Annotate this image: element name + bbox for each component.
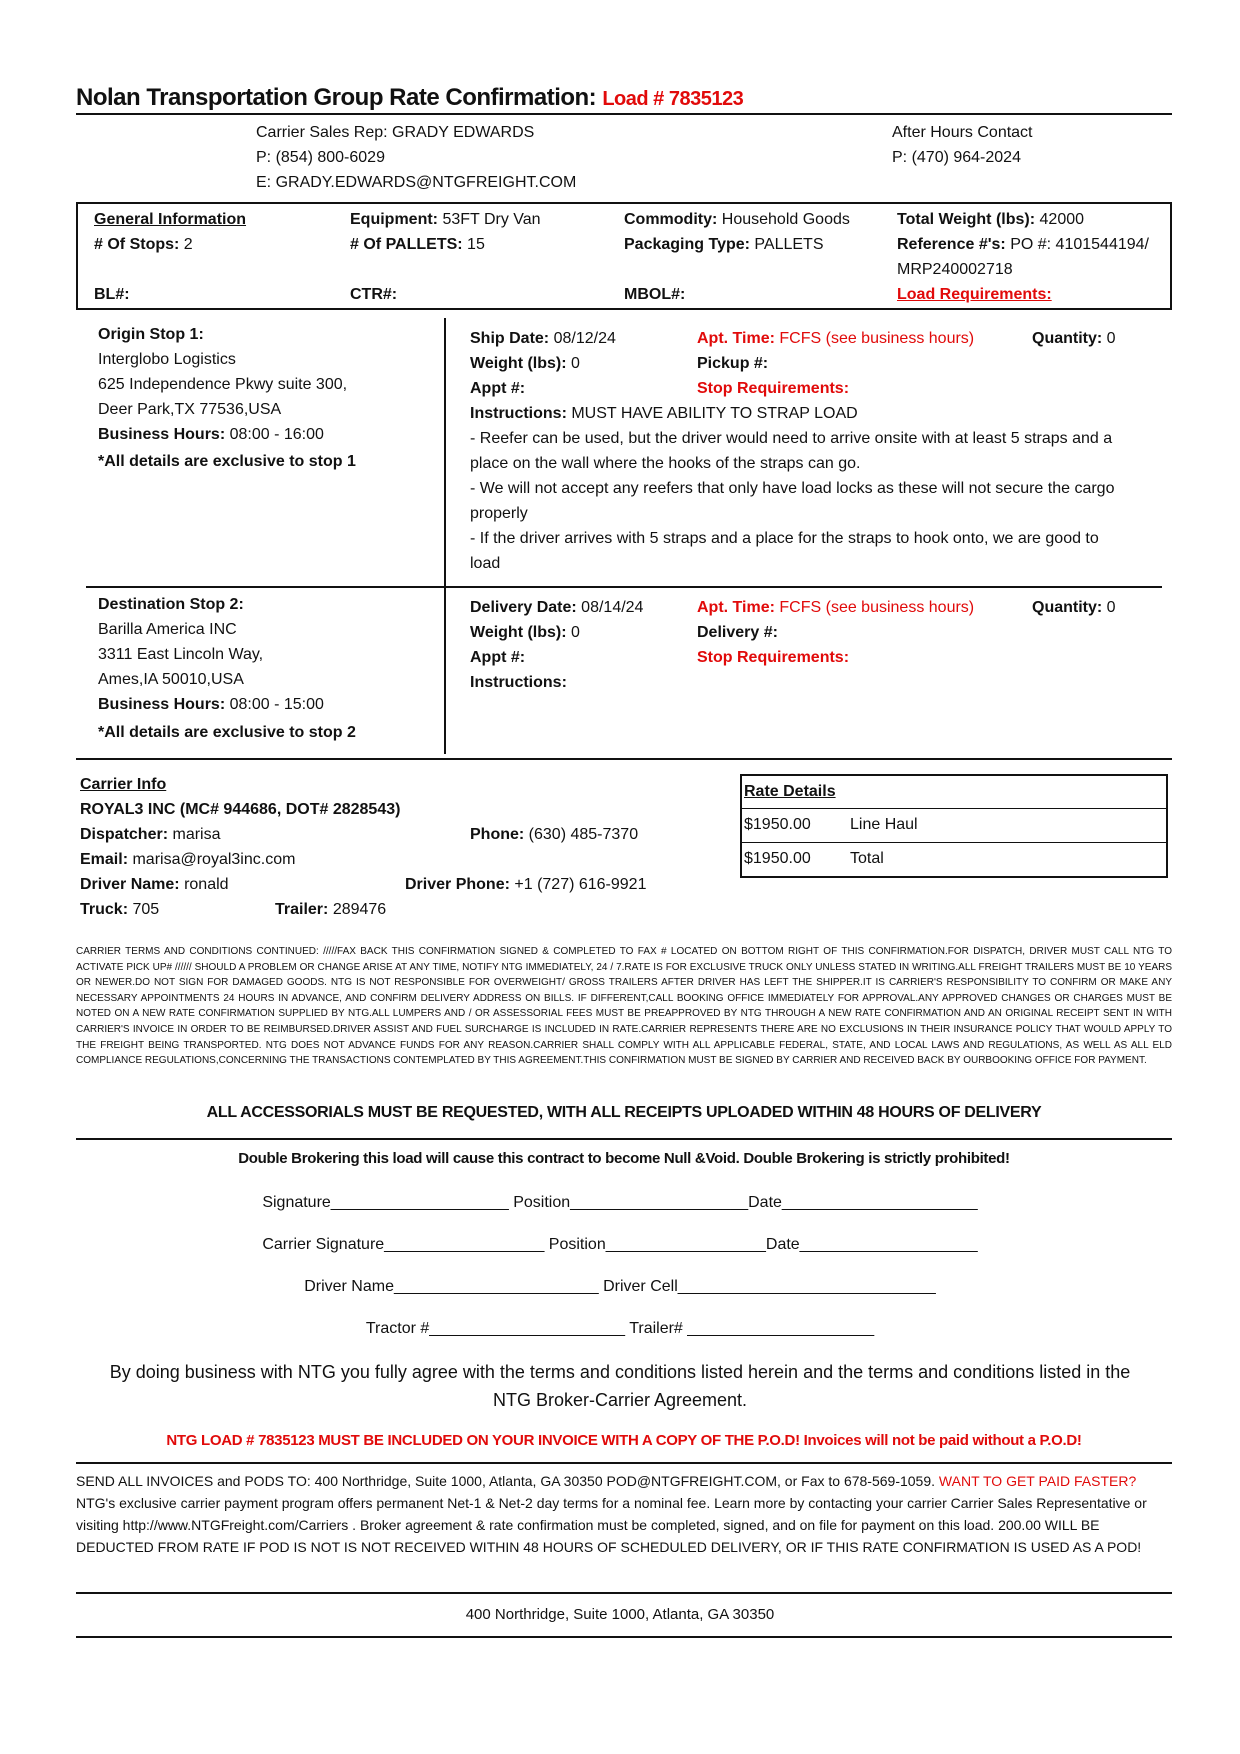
origin-instr-line-3: - We will not accept any reefers that only have load locks as these will not secure the cargo [470, 480, 1115, 497]
total-amount: $1950.00 [744, 850, 811, 867]
destination-hours-label: Business Hours: [98, 696, 226, 713]
general-col-3 [624, 207, 850, 307]
driver-name-value: ronald [184, 876, 229, 893]
destination-stop-block [98, 592, 356, 745]
trailer-label: Trailer: [275, 901, 329, 918]
packaging-label: Packaging Type: [624, 236, 750, 253]
tractor-trailer-line[interactable]: Tractor #______________________ Trailer# _____________________ [365, 1320, 875, 1337]
pallets-value: 15 [467, 236, 485, 253]
destination-hours-value: 08:00 - 15:00 [229, 696, 324, 713]
trailer-value: 289476 [332, 901, 387, 918]
origin-weight-label: Weight (lbs): [470, 355, 567, 372]
driver-phone [405, 872, 646, 897]
general-col-2 [350, 207, 541, 307]
pallets-label: # Of PALLETS: [350, 236, 463, 253]
origin-hours-value: 08:00 - 16:00 [229, 426, 324, 443]
destination-apt-time-value: FCFS (see business hours) [779, 599, 975, 616]
stops-separator [86, 586, 1162, 588]
origin-instr-line-6: load [470, 555, 501, 572]
origin-details-col-2 [697, 326, 974, 401]
mbol-label: MBOL#: [624, 286, 686, 303]
delivery-date-label: Delivery Date: [470, 599, 577, 616]
driver-phone-label: Driver Phone: [405, 876, 510, 893]
destination-qty-label: Quantity: [1032, 599, 1103, 616]
total-weight-label: Total Weight (lbs): [897, 211, 1036, 228]
carrier-email-value: marisa@royal3inc.com [132, 851, 296, 868]
invoice-notice: NTG LOAD # 7835123 MUST BE INCLUDED ON YOUR INVOICE WITH A COPY OF THE P.O.D! Invoices will not be paid without a P.O.D! [166, 1432, 1082, 1449]
destination-quantity [1032, 595, 1116, 620]
double-brokering-notice: Double Brokering this load will cause this contract to become Null &Void. Double Brokering is strictly prohibited! [238, 1150, 1010, 1167]
carrier-signature-line[interactable]: Carrier Signature__________________ Position__________________Date____________________ [262, 1236, 978, 1253]
title-rule [76, 113, 1172, 115]
agreement-line-1: By doing business with NTG you fully agree with the terms and conditions listed herein and the terms and conditions listed in the [109, 1362, 1131, 1382]
destination-details-col-2 [697, 595, 974, 670]
reference-label: Reference #'s: [897, 236, 1006, 253]
stops-value: 2 [183, 236, 193, 253]
ctr-label: CTR#: [350, 286, 398, 303]
destination-stop-requirements: Stop Requirements: [697, 649, 850, 666]
origin-appt-label: Appt #: [470, 380, 526, 397]
accessorials-rule [76, 1138, 1172, 1140]
accessorials-notice: ALL ACCESSORIALS MUST BE REQUESTED, WITH ALL RECEIPTS UPLOADED WITHIN 48 HOURS OF DELIVERY [206, 1104, 1042, 1121]
carrier-phone-value: (630) 485-7370 [528, 826, 639, 843]
footer-address: 400 Northridge, Suite 1000, Atlanta, GA 30350 [465, 1606, 775, 1623]
invoice-rule [76, 1462, 1172, 1464]
origin-qty-value: 0 [1106, 330, 1116, 347]
carrier-name: ROYAL3 INC (MC# 944686, DOT# 2828543) [80, 801, 401, 818]
carrier-section-rule [76, 758, 1172, 760]
destination-apt-time-label: Apt. Time: [697, 599, 775, 616]
general-info-heading: General Information [94, 211, 247, 228]
trailer [275, 897, 386, 922]
signature-line[interactable]: Signature____________________ Position____________________Date______________________ [262, 1194, 978, 1211]
after-hours-label: After Hours Contact [892, 124, 1033, 141]
origin-address-1: 625 Independence Pkwy suite 300, [98, 376, 348, 393]
sales-rep-block [256, 120, 576, 195]
origin-instr-line-1: - Reefer can be used, but the driver would need to arrive onsite with at least 5 straps and a [470, 430, 1113, 447]
equipment-label: Equipment: [350, 211, 438, 228]
dispatcher-label: Dispatcher: [80, 826, 169, 843]
commodity-value: Household Goods [721, 211, 850, 228]
paid-faster-text: WANT TO GET PAID FASTER? [938, 1473, 1137, 1489]
stops-label: # Of Stops: [94, 236, 180, 253]
carrier-phone [470, 822, 638, 847]
destination-weight-value: 0 [571, 624, 580, 641]
destination-qty-value: 0 [1106, 599, 1116, 616]
origin-apt-time-label: Apt. Time: [697, 330, 775, 347]
destination-address-2: Ames,IA 50010,USA [98, 671, 244, 688]
rate-heading-rule [740, 808, 1168, 809]
origin-name: Interglobo Logistics [98, 351, 236, 368]
origin-qty-label: Quantity: [1032, 330, 1103, 347]
carrier-email-label: Email: [80, 851, 129, 868]
footer-rule-top [76, 1592, 1172, 1594]
truck-value: 705 [132, 901, 160, 918]
destination-details-col-1 [470, 595, 643, 695]
origin-heading: Origin Stop 1: [98, 326, 204, 343]
carrier-phone-label: Phone: [470, 826, 525, 843]
payment-program-text: NTG's exclusive carrier payment program offers permanent Net-1 & Net-2 day terms for a nominal fee. Learn more by contacting your carrier Carrier Sales Representative or visiting http://www.NTGFreight.com/Carriers . Broker agreement & rate confirmation must be completed, signed, and on file for payment on this load. 200.00 WILL BE DEDUCTED FROM RATE IF POD IS NOT IS NOT RECEIVED WITHIN 48 HOURS OF SCHEDULED DELIVERY, OR IF THIS RATE CONFIRMATION IS USED AS A POD! [76, 1495, 1147, 1555]
origin-hours-label: Business Hours: [98, 426, 226, 443]
origin-stop-requirements: Stop Requirements: [697, 380, 850, 397]
title-text: Nolan Transportation Group Rate Confirmation: [76, 84, 597, 111]
line-haul-label: Line Haul [850, 816, 918, 833]
delivery-number-label: Delivery #: [697, 624, 778, 641]
carrier-heading: Carrier Info [80, 776, 167, 793]
pickup-label: Pickup #: [697, 355, 769, 372]
origin-instructions-label: Instructions: [470, 405, 567, 422]
reference-value: PO #: 4101544194/ [1010, 236, 1149, 253]
origin-apt-time-value: FCFS (see business hours) [779, 330, 975, 347]
packaging-value: PALLETS [754, 236, 824, 253]
origin-instr-line-5: - If the driver arrives with 5 straps and a place for the straps to hook onto, we are good to [470, 530, 1099, 547]
total-label: Total [850, 850, 884, 867]
ship-date-label: Ship Date: [470, 330, 550, 347]
destination-appt-label: Appt #: [470, 649, 526, 666]
origin-divider [444, 318, 446, 754]
driver-name-label: Driver Name: [80, 876, 180, 893]
agreement-line-2: NTG Broker-Carrier Agreement. [492, 1390, 748, 1410]
origin-instructions-value: MUST HAVE ABILITY TO STRAP LOAD [571, 405, 858, 422]
commodity-label: Commodity: [624, 211, 718, 228]
ship-date-value: 08/12/24 [553, 330, 616, 347]
bl-label: BL#: [94, 286, 130, 303]
delivery-date-value: 08/14/24 [581, 599, 644, 616]
general-col-4 [897, 207, 1149, 307]
after-hours-block [892, 120, 1033, 170]
rate-mid-rule [740, 842, 1168, 843]
truck-label: Truck: [80, 901, 129, 918]
after-hours-phone: P: (470) 964-2024 [892, 149, 1021, 166]
destination-instructions-label: Instructions: [470, 674, 567, 691]
driver-phone-value: +1 (727) 616-9921 [514, 876, 647, 893]
sales-rep: Carrier Sales Rep: GRADY EDWARDS [256, 124, 535, 141]
send-invoices-text: SEND ALL INVOICES and PODS TO: 400 Northridge, Suite 1000, Atlanta, GA 30350 POD@NTGFREIGHT.COM, or Fax to 678-569-1059. [76, 1473, 936, 1489]
send-invoices-paragraph [76, 1470, 1172, 1558]
driver-name-line[interactable]: Driver Name_______________________ Driver Cell_____________________________ [304, 1278, 936, 1295]
destination-address-1: 3311 East Lincoln Way, [98, 646, 264, 663]
load-requirements: Load Requirements: [897, 286, 1052, 303]
origin-instr-line-4: properly [470, 505, 528, 522]
origin-weight-value: 0 [571, 355, 580, 372]
destination-weight-label: Weight (lbs): [470, 624, 567, 641]
destination-note: *All details are exclusive to stop 2 [98, 724, 356, 741]
dispatcher-value: marisa [172, 826, 221, 843]
sales-rep-email: E: GRADY.EDWARDS@NTGFREIGHT.COM [256, 174, 577, 191]
origin-note: *All details are exclusive to stop 1 [98, 453, 356, 470]
line-haul-amount: $1950.00 [744, 816, 811, 833]
origin-instr-line-2: place on the wall where the hooks of the straps can go. [470, 455, 861, 472]
rate-heading: Rate Details [744, 783, 836, 800]
origin-address-2: Deer Park,TX 77536,USA [98, 401, 282, 418]
destination-heading: Destination Stop 2: [98, 596, 244, 613]
origin-quantity [1032, 326, 1116, 351]
page-title [76, 84, 743, 112]
reference-value-2: MRP240002718 [897, 261, 1013, 278]
footer-rule-bottom [76, 1636, 1172, 1638]
agreement-block [0, 1358, 1240, 1414]
total-weight-value: 42000 [1039, 211, 1085, 228]
destination-name: Barilla America INC [98, 621, 237, 638]
sales-rep-phone: P: (854) 800-6029 [256, 149, 385, 166]
terms-text: CARRIER TERMS AND CONDITIONS CONTINUED: /////FAX BACK THIS CONFIRMATION SIGNED & COMPLETED TO FAX # LOCATED ON BOTTOM RIGHT OF THIS CONFIRMATION.FOR DISPATCH, DRIVER MUST CALL NTG TO ACTIVATE PICK UP# ////// SHOULD A PROBLEM OR CHANGE ARISE AT ANY TIME, NOTIFY NTG IMMEDIATELY, 24 / 7.RATE IS FOR EXCLUSIVE TRUCK ONLY UNLESS STATED IN WRITING.ALL FREIGHT TRAILERS MUST BE 10 YEARS OR NEWER.DO NOT SIGN FOR DAMAGED GOODS. NTG IS NOT RESPONSIBLE FOR OVERWEIGHT/ GROSS TRAILERS AFTER DRIVER HAS LEFT THE SHIPPER.IT IS CARRIER'S RESPONSIBILITY TO CONFIRM OR MAKE ANY NECESSARY APPOINTMENTS 24 HOURS IN ADVANCE, AND CONFIRM DELIVERY ADDRESS ON BILLS. IF DIFFERENT,CALL BOOKING OFFICE IMMEDIATELY FOR APPROVAL.ANY APPROVED CHANGES OR CHARGES MUST BE NOTED ON A NEW RATE CONFIRMATION SUPPLIED BY NTG.ALL LUMPERS AND / OR ASSESSORIAL FEES MUST BE PREAPPROVED BY NTG THROUGH A NEW RATE CONFIRMATION AND AN ORIGINAL RECEIPT SENT IN WITH CARRIER'S INVOICE IN ORDER TO BE REIMBURSED.DRIVER ASSIST AND FUEL SURCHARGE IS INCLUDED IN RATE.CARRIER REPRESENTS THERE ARE NO EXCLUSIONS IN THEIR INSURANCE POLICY THAT WOULD APPLY TO THE FREIGHT BEING TRANSPORTED. NTG DOES NOT ADVANCE FUNDS FOR ANY REASON.CARRIER SHALL COMPLY WITH ALL APPLICABLE FEDERAL, STATE, AND LOCAL LAWS AND REGULATIONS, AS WELL AS ALL ELD COMPLIANCE REGULATIONS,CONCERNING THE TRANSACTIONS CONTEMPLATED BY THIS AGREEMENT.THIS CONFIRMATION MUST BE SIGNED BY CARRIER AND RECEIVED BACK BY OURBOOKING OFFICE FOR PAYMENT. [76, 946, 1172, 1067]
equipment-value: 53FT Dry Van [442, 211, 541, 228]
general-col-1 [94, 207, 246, 307]
load-number: Load # 7835123 [602, 88, 744, 110]
origin-stop-block [98, 322, 356, 474]
